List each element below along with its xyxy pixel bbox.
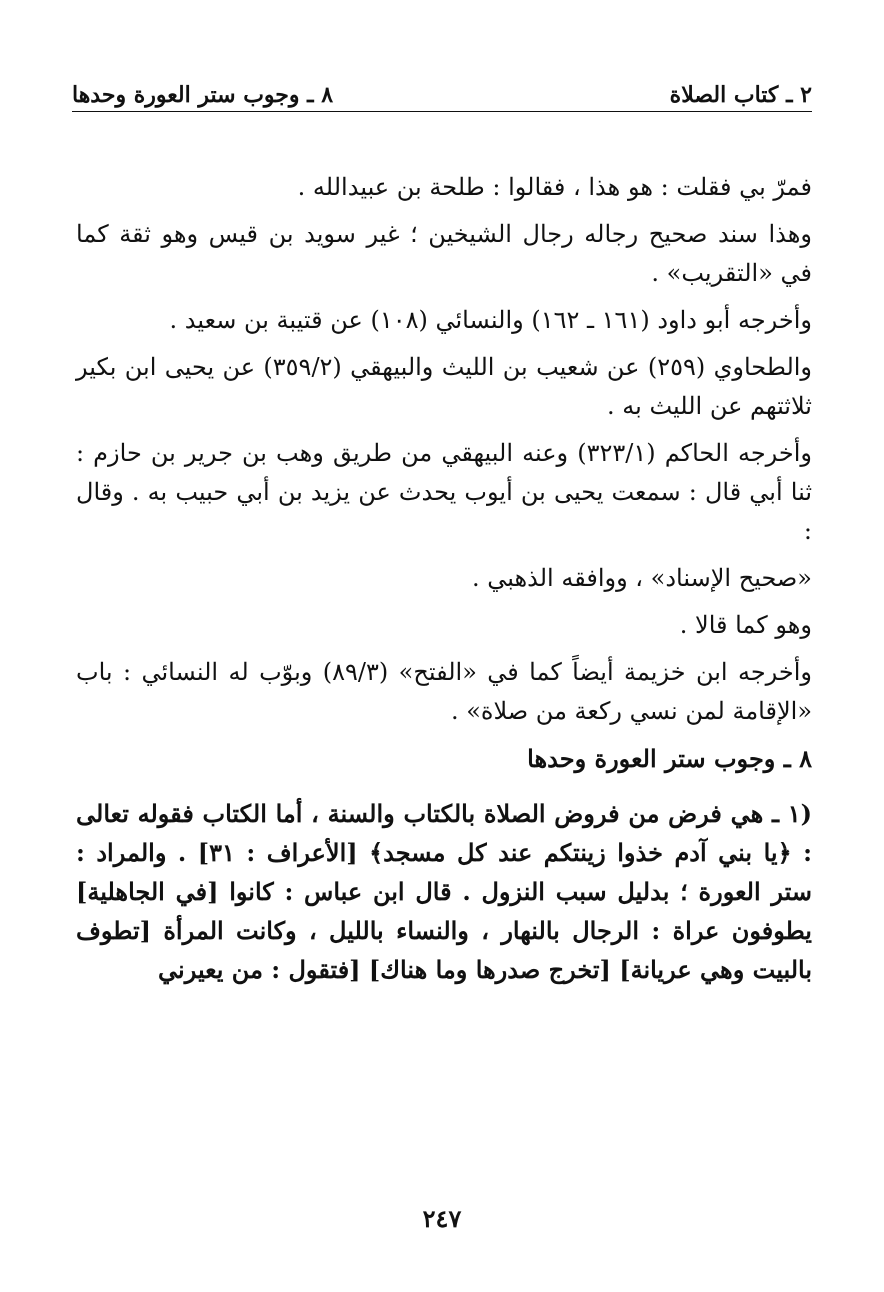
paragraph: فمرّ بي فقلت : هو هذا ، فقالوا : طلحة بن عبيدالله . <box>297 173 812 201</box>
paragraph: وهو كما قالا . <box>679 611 812 639</box>
paragraph: وأخرجه ابن خزيمة أيضاً كما في «الفتح» (٨٩/٣) وبوّب له النسائي : باب «الإقامة لمن نسي ركعة من صلاة» . <box>76 658 813 725</box>
section-text: (١ ـ هي فرض من فروض الصلاة بالكتاب والسنة ، أما الكتاب فقوله تعالى : ﴿يا بني آدم خذوا زينتكم عند كل مسجد﴾ [الأعراف : ٣١] . والمراد : ستر العورة ؛ بدليل سبب النزول . قال ابن عباس : كانوا [في الجاهلية] يطوفون عراة : الرجال بالنهار ، والنساء بالليل ، وكانت المرأة [تطوف بالبيت وهي عريانة] [تخرج صدرها وما هناك] [فتقول : من يعيرني <box>76 799 813 984</box>
paragraph: والطحاوي (٢٥٩) عن شعيب بن الليث والبيهقي (٣٥٩/٢) عن يحيى ابن بكير ثلاثتهم عن الليث به . <box>76 353 813 420</box>
page-number: ٢٤٧ <box>422 1204 462 1233</box>
header-rule <box>72 111 812 112</box>
paragraph: «صحيح الإسناد» ، ووافقه الذهبي . <box>471 564 812 592</box>
running-header <box>72 72 812 108</box>
paragraph: وأخرجه الحاكم (٣٢٣/١) وعنه البيهقي من طريق وهب بن جرير بن حازم : ثنا أبي قال : سمعت يحيى بن أيوب يحدث عن يزيد بن أبي حبيب به . وقال : <box>76 439 813 545</box>
section-title: ٨ ـ وجوب ستر العورة وحدها <box>527 744 812 773</box>
header-chapter: ٢ ـ كتاب الصلاة <box>669 82 812 108</box>
page-body <box>76 168 812 997</box>
paragraph: وأخرجه أبو داود (١٦١ ـ ١٦٢) والنسائي (١٠٨) عن قتيبة بن سعيد . <box>169 306 812 334</box>
paragraph: وهذا سند صحيح رجاله رجال الشيخين ؛ غير سويد بن قيس وهو ثقة كما في «التقريب» . <box>76 220 812 287</box>
header-section: ٨ ـ وجوب ستر العورة وحدها <box>72 82 334 108</box>
